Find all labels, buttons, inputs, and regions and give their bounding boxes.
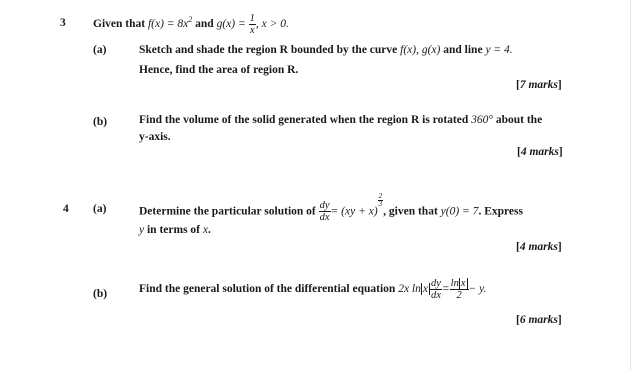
q3b-line1-text: Find the volume of the solid generated when the region R is rotated — [139, 114, 469, 126]
q4b-rhs-tail: − y. — [468, 283, 487, 296]
q4b-equals: = — [441, 283, 450, 296]
q4a-x-variable: x — [202, 224, 208, 236]
q3a-functions: f(x), g(x) — [400, 44, 441, 56]
q3-intro-text: Given that — [93, 18, 146, 31]
q4a-initial-condition: y(0) = 7 — [440, 205, 479, 218]
q4b-derivative: $\frac{dy}{dx}$ — [430, 278, 441, 302]
q3-f-definition: $f(x) = 8x^2$ — [147, 15, 193, 31]
q4b-line1-text: Find the general solution of the differential equation — [139, 283, 396, 296]
q3a-line1-text: Sketch and shade the region R bounded by the curve — [139, 44, 398, 56]
q3b-angle: 360° — [471, 114, 493, 126]
q4b-marks: [6 marks] — [516, 314, 562, 326]
q4a-line1-text: Determine the particular solution of — [139, 205, 316, 218]
q3a-line-2: Hence, find the area of region R. — [139, 64, 299, 76]
q4a-line1-tail: . Express — [478, 205, 523, 218]
q4a-line2-text: in terms of — [146, 224, 200, 236]
q4a-line-1 — [139, 193, 523, 223]
q3b-line1-tail: about the — [495, 114, 543, 126]
q4a-line2-end: . — [207, 224, 211, 236]
q3-g-condition: , x > 0. — [255, 18, 289, 31]
q3a-line-equation: y = 4. — [485, 44, 513, 56]
q3b-marks: [4 marks] — [517, 146, 563, 158]
q4a-exponent: $\frac{2}{3}$ — [378, 192, 383, 209]
q4b-line-1 — [139, 278, 487, 301]
q4b-rhs-fraction: $\frac{\text{ln x}}{2}$ — [450, 278, 469, 301]
q3b-label: (b) — [93, 116, 108, 128]
q4a-derivative: $\frac{dy}{dx}$ — [319, 200, 330, 224]
q4a-y-variable: y — [139, 224, 145, 236]
q3-g-fraction: $\frac{1}{x}$ — [249, 13, 255, 37]
q3a-marks: [7 marks] — [516, 79, 562, 91]
q4a-line1-mid: , given that — [383, 205, 438, 218]
q3a-line-1 — [139, 44, 513, 56]
q4b-lhs-prefix: 2x ln — [398, 283, 421, 296]
q4b-lhs-abs: x — [422, 283, 428, 296]
q4a-line-2 — [139, 224, 211, 236]
q4a-rhs: = (xy + x) — [330, 205, 378, 218]
q3-g-definition-left: g(x) = — [216, 18, 246, 31]
q3a-line1-tail: and line — [443, 44, 483, 56]
q4a-marks: [4 marks] — [516, 241, 562, 253]
q3b-line-1 — [139, 114, 542, 126]
question-3-number: 3 — [60, 17, 66, 29]
q4b-label: (b) — [93, 288, 108, 300]
q3b-line-2: y-axis. — [139, 131, 171, 143]
q4a-label: (a) — [93, 203, 107, 215]
question-3-intro — [93, 13, 289, 36]
question-4-number: 4 — [63, 203, 69, 215]
q3-and-text: and — [195, 18, 214, 31]
q3a-label: (a) — [93, 44, 107, 56]
